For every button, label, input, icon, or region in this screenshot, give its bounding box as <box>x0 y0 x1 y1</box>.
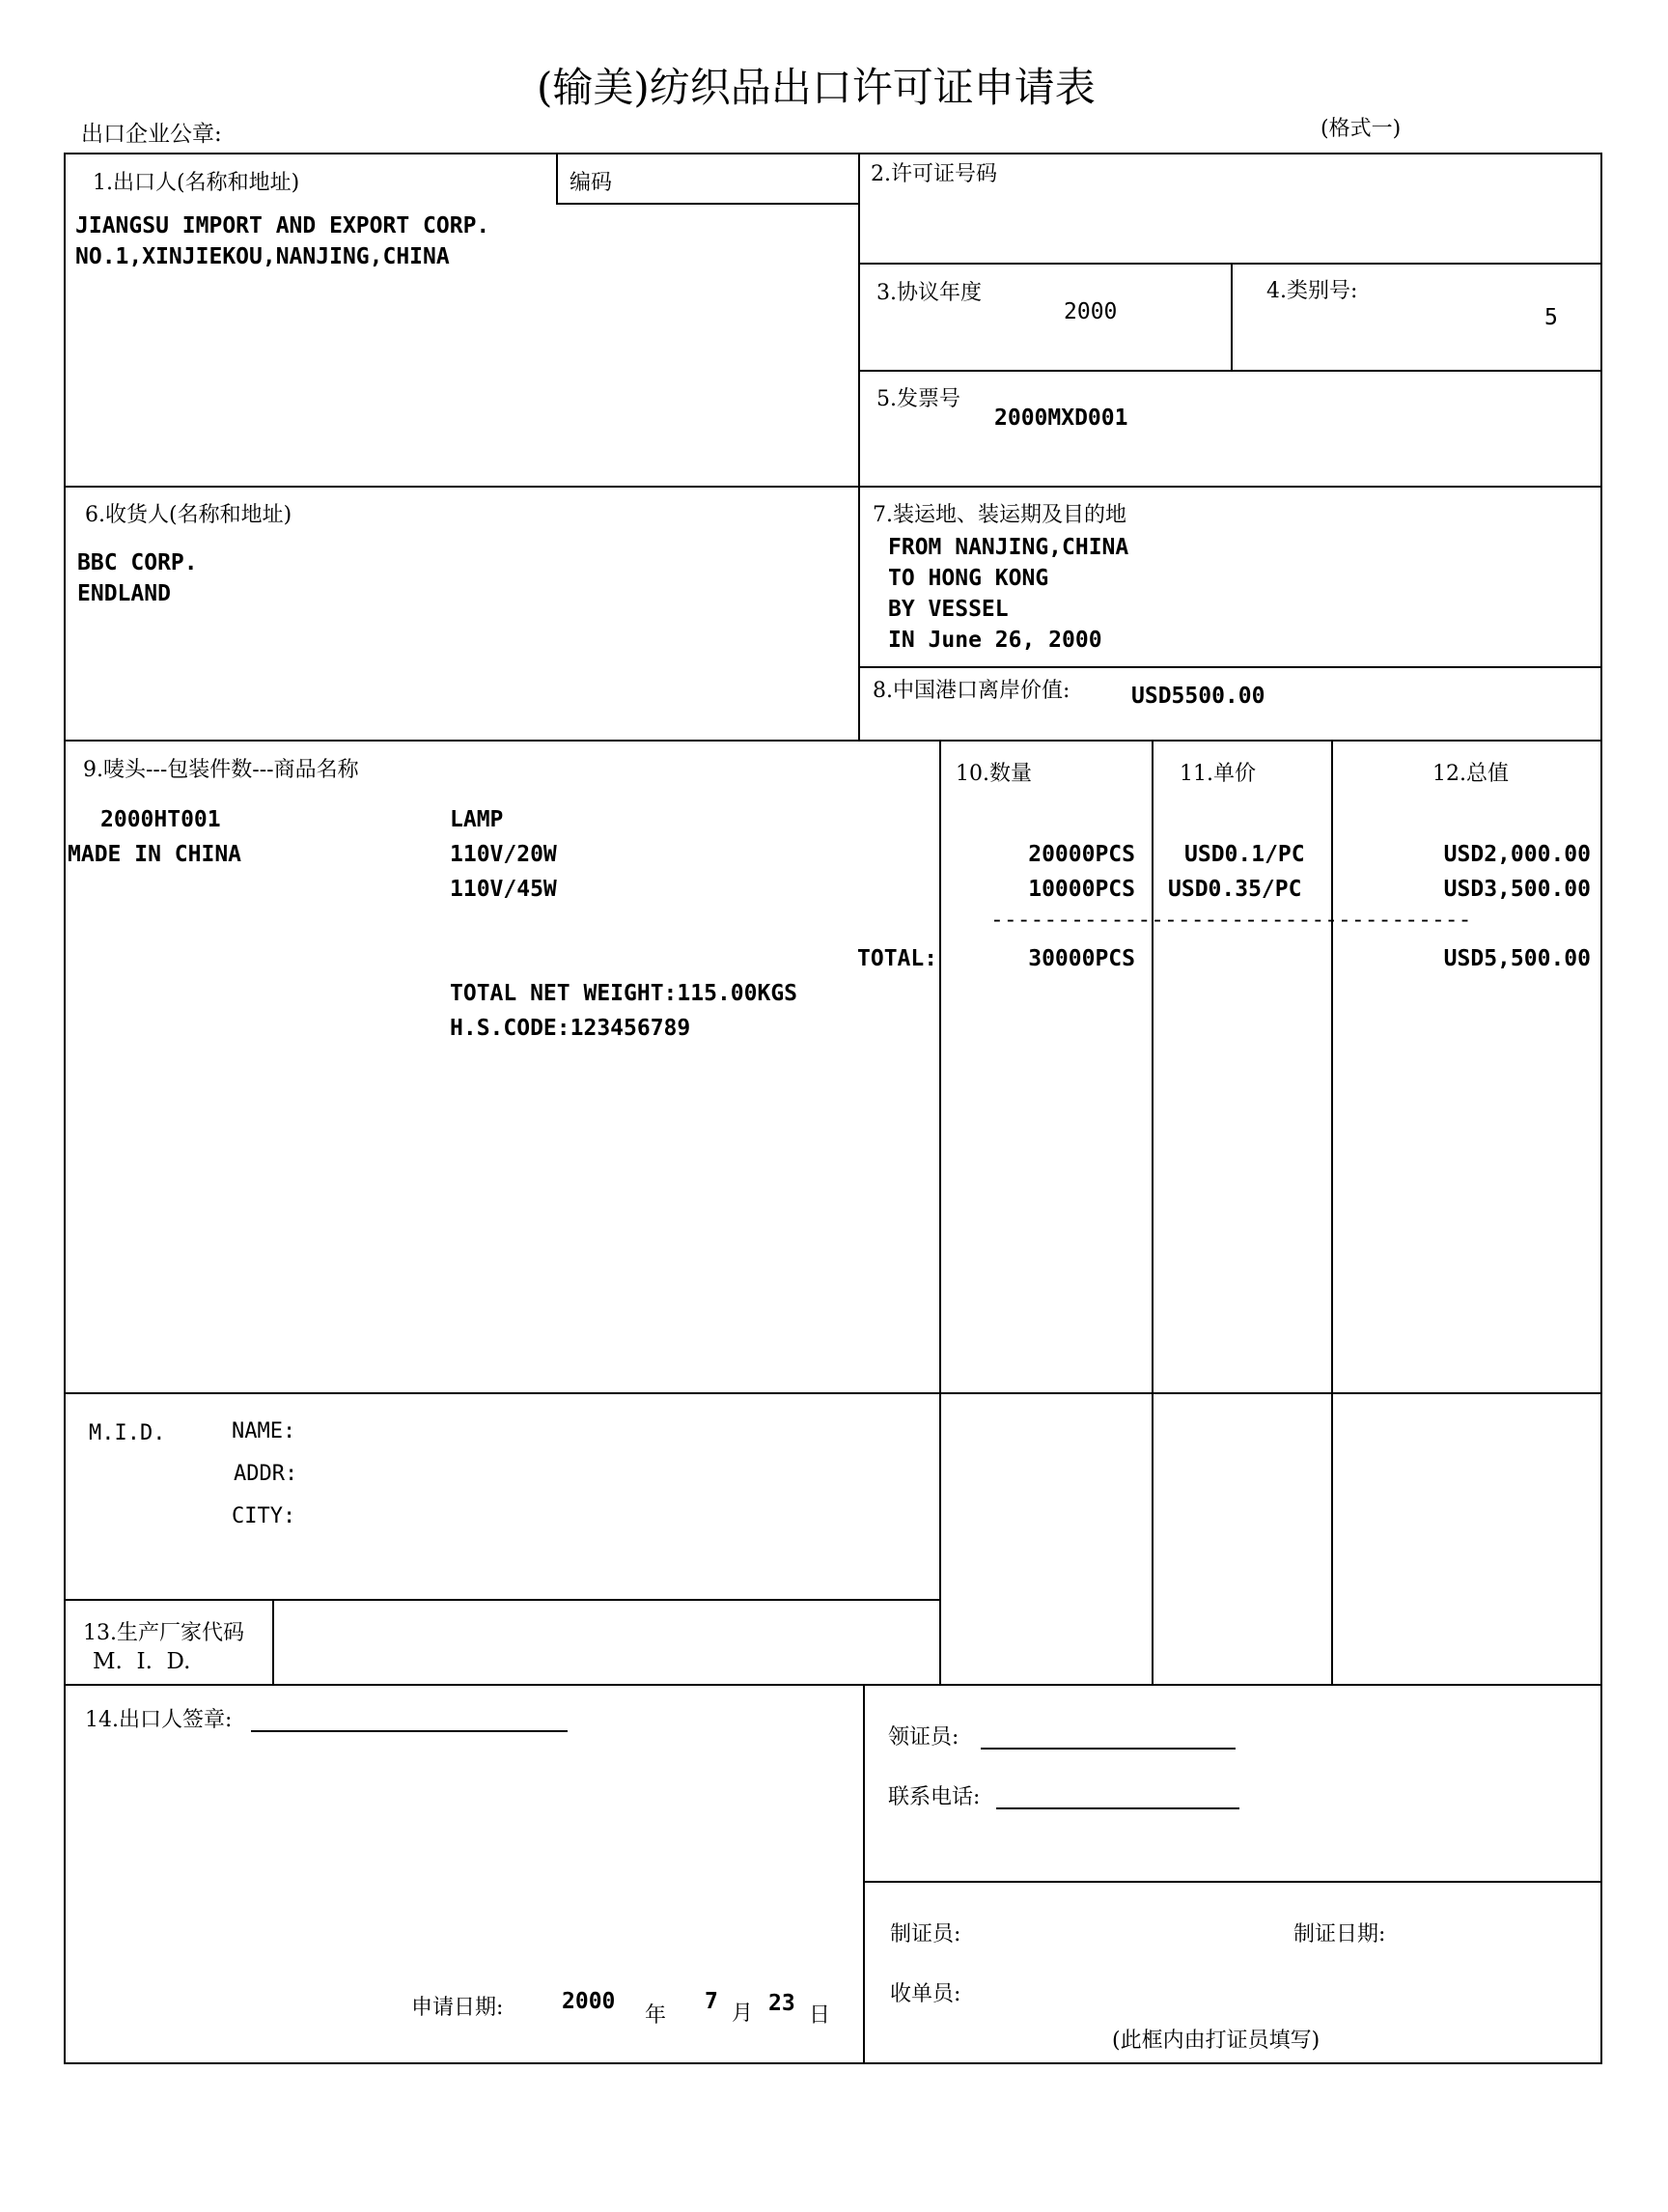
license-number-label: 2.许可证号码 <box>871 162 997 186</box>
total-value: USD5,500.00 <box>1443 946 1591 971</box>
shipment-date: IN June 26, 2000 <box>888 628 1102 653</box>
total-label: TOTAL: <box>857 946 938 971</box>
agreement-year-value: 2000 <box>1064 299 1118 324</box>
receiver-label: 收单员: <box>890 1982 961 2006</box>
item-unit-price: USD0.1/PC <box>1184 842 1305 867</box>
invoice-number-value: 2000MXD001 <box>994 406 1128 431</box>
consignee-address: ENDLAND <box>77 581 171 606</box>
net-weight: TOTAL NET WEIGHT:115.00KGS <box>450 981 798 1006</box>
shipment-by: BY VESSEL <box>888 597 1009 622</box>
exporter-address: NO.1,XINJIEKOU,NANJING,CHINA <box>75 244 450 269</box>
shipment-from: FROM NANJING,CHINA <box>888 535 1129 560</box>
application-year: 2000 <box>562 1989 616 2014</box>
item-quantity: 10000PCS <box>1028 877 1135 902</box>
item-total: USD2,000.00 <box>1443 842 1591 867</box>
phone-line <box>996 1807 1239 1809</box>
item-total: USD3,500.00 <box>1443 877 1591 902</box>
shipping-mark: 2000HT001 <box>100 807 221 832</box>
fob-value: USD5500.00 <box>1131 684 1265 709</box>
manufacturer-code-label: 13.生产厂家代码 <box>83 1621 244 1645</box>
application-date-label: 申请日期: <box>411 1996 504 2020</box>
shipment-label: 7.装运地、装运期及目的地 <box>873 503 1126 527</box>
manufacturer-code-mid: M. I. D. <box>93 1649 191 1674</box>
exporter-signature-label: 14.出口人签章: <box>85 1708 233 1732</box>
application-day-unit: 日 <box>809 2003 831 2028</box>
unit-price-label: 11.单价 <box>1180 762 1256 786</box>
exporter-name: JIANGSU IMPORT AND EXPORT CORP. <box>75 213 490 238</box>
issuer-label: 制证员: <box>890 1922 961 1946</box>
company-seal-label: 出口企业公章: <box>81 122 222 147</box>
item-name: 110V/45W <box>450 877 557 902</box>
dash-separator: ------------------------------------ <box>990 908 1472 933</box>
category-number-label: 4.类别号: <box>1266 279 1358 303</box>
total-quantity: 30000PCS <box>1028 946 1135 971</box>
application-month-unit: 月 <box>732 2002 754 2026</box>
exporter-code-label: 编码 <box>570 171 613 195</box>
quantity-label: 10.数量 <box>956 762 1032 786</box>
collector-line <box>981 1748 1236 1750</box>
hs-code: H.S.CODE:123456789 <box>450 1016 691 1041</box>
goods-description-label: 9.唛头---包装件数---商品名称 <box>83 758 359 782</box>
fob-value-label: 8.中国港口离岸价值: <box>873 679 1070 703</box>
consignee-label: 6.收货人(名称和地址) <box>85 503 292 527</box>
collector-label: 领证员: <box>888 1725 959 1750</box>
item-name: 110V/20W <box>450 842 557 867</box>
agreement-year-label: 3.协议年度 <box>876 281 982 305</box>
consignee-name: BBC CORP. <box>77 550 198 575</box>
phone-label: 联系电话: <box>888 1785 981 1809</box>
mid-city-label: CITY: <box>232 1504 296 1528</box>
item-unit-price: USD0.35/PC <box>1168 877 1302 902</box>
mid-name-label: NAME: <box>232 1419 296 1443</box>
mid-addr-label: ADDR: <box>234 1462 298 1486</box>
invoice-number-label: 5.发票号 <box>876 387 960 411</box>
category-number-value: 5 <box>1544 305 1558 330</box>
mid-label: M.I.D. <box>89 1421 166 1445</box>
application-year-unit: 年 <box>645 2003 667 2028</box>
origin-mark: MADE IN CHINA <box>68 842 242 867</box>
page-title: (输美)纺织品出口许可证申请表 <box>537 64 1096 111</box>
application-day: 23 <box>768 1991 795 2016</box>
shipment-to: TO HONG KONG <box>888 566 1049 591</box>
item-name: LAMP <box>450 807 504 832</box>
issue-date-label: 制证日期: <box>1293 1922 1386 1946</box>
item-quantity: 20000PCS <box>1028 842 1135 867</box>
application-month: 7 <box>705 1989 718 2014</box>
total-value-label: 12.总值 <box>1432 762 1509 786</box>
officer-note: (此框内由打证员填写) <box>1112 2029 1320 2053</box>
format-label: (格式一) <box>1320 117 1402 141</box>
exporter-label: 1.出口人(名称和地址) <box>93 171 300 195</box>
signature-line <box>251 1730 568 1732</box>
